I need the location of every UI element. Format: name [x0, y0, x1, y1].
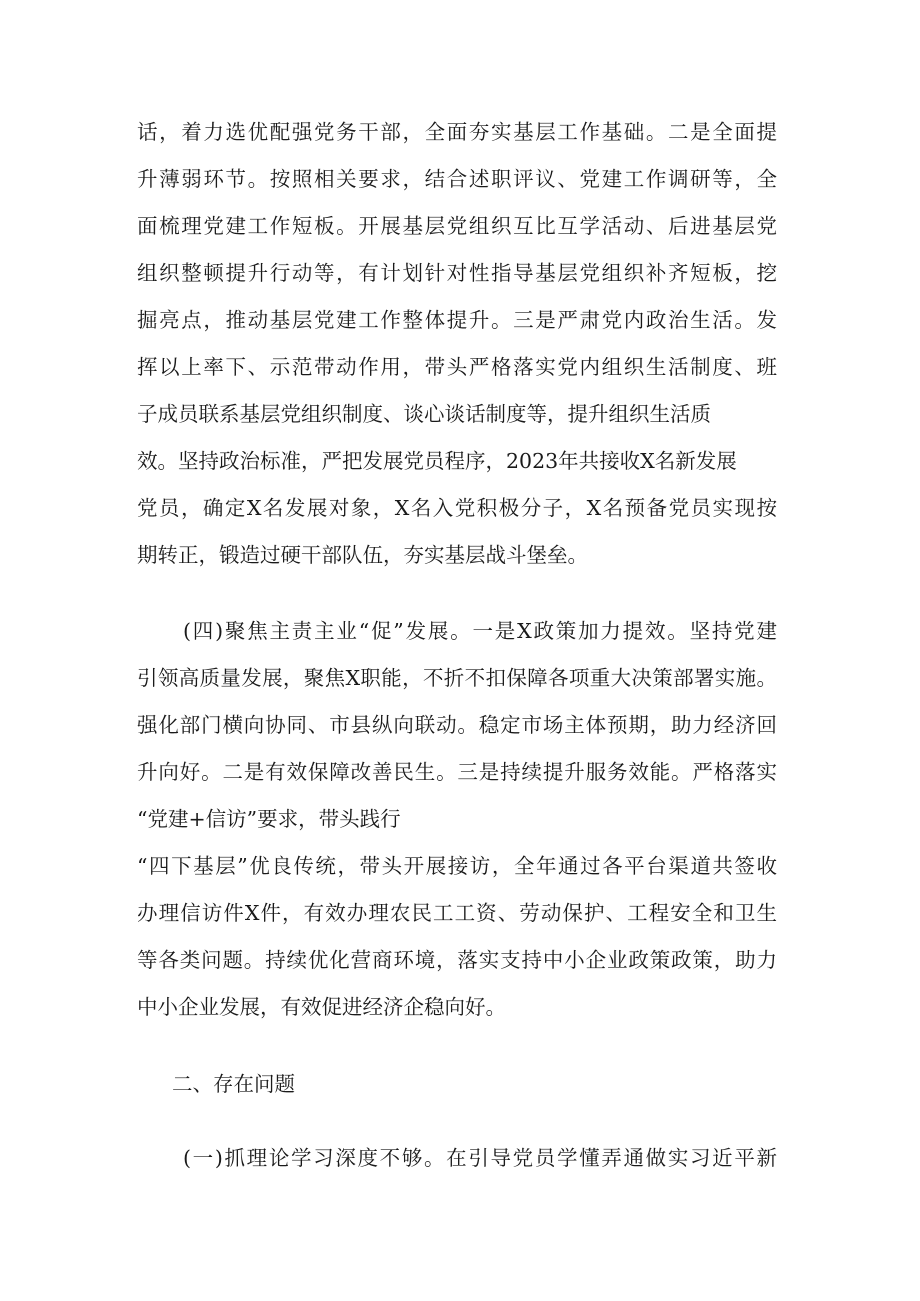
text-line: 面梳理党建工作短板。开展基层党组织互比互学活动、后进基层党: [137, 214, 777, 238]
section-heading: 二、存在问题: [172, 1072, 295, 1096]
text-line: 中小企业发展，有效促进经济企稳向好。: [137, 995, 506, 1019]
text-line: 等各类问题。持续优化营商环境，落实支持中小企业政策政策，助力: [137, 948, 777, 972]
text-line: “党建+信访”要求，带头践行: [137, 807, 401, 831]
text-line: “四下基层”优良传统，带头开展接访，全年通过各平台渠道共签收: [137, 854, 777, 878]
text-line: 办理信访件X件，有效办理农民工工资、劳动保护、工程安全和卫生: [137, 901, 777, 925]
text-line: 挥以上率下、示范带动作用，带头严格落实党内组织生活制度、班: [137, 355, 777, 379]
text-line: (四)聚焦主责主业“促”发展。一是X政策加力提效。坚持党建: [183, 619, 777, 643]
text-line: (一)抓理论学习深度不够。在引导党员学懂弄通做实习近平新: [183, 1146, 777, 1170]
text-line: 期转正，锻造过硬干部队伍，夯实基层战斗堡垒。: [137, 543, 588, 567]
text-line: 党员，确定X名发展对象，X名入党积极分子，X名预备党员实现按: [137, 496, 777, 520]
text-line: 升向好。二是有效保障改善民生。三是持续提升服务效能。严格落实: [137, 760, 777, 784]
text-line: 组织整顿提升行动等，有计划针对性指导基层党组织补齐短板，挖: [137, 261, 777, 285]
text-line: 引领高质量发展，聚焦X职能，不折不扣保障各项重大决策部署实施。: [137, 666, 777, 690]
text-line: 话，着力选优配强党务干部，全面夯实基层工作基础。二是全面提: [137, 120, 777, 144]
text-line: 子成员联系基层党组织制度、谈心谈话制度等，提升组织生活质: [137, 402, 711, 426]
text-line: 效。坚持政治标准，严把发展党员程序，2023年共接收X名新发展: [137, 449, 737, 473]
text-line: 强化部门横向协同、市县纵向联动。稳定市场主体预期，助力经济回: [137, 713, 777, 737]
text-line: 升薄弱环节。按照相关要求，结合述职评议、党建工作调研等，全: [137, 167, 777, 191]
text-line: 掘亮点，推动基层党建工作整体提升。三是严肃党内政治生活。发: [137, 308, 777, 332]
